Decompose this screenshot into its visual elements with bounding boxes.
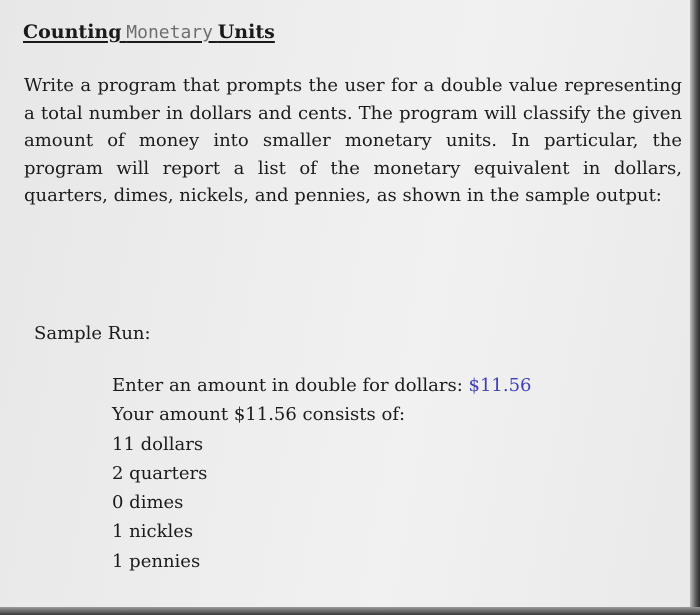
output-line: 0 dimes	[112, 492, 184, 514]
output-line: 11 dollars	[112, 433, 204, 455]
monitor-bezel-bottom	[0, 607, 700, 615]
output-line: 1 nickles	[112, 521, 194, 543]
document-title	[23, 20, 275, 45]
sample-run-heading: Sample Run:	[34, 323, 151, 344]
title-word-units: Units	[217, 21, 275, 43]
monitor-bezel-right	[690, 0, 700, 615]
output-line: 1 pennies	[112, 550, 201, 572]
title-word-counting: Counting	[23, 21, 122, 43]
output-prompt: Enter an amount in double for dollars:	[112, 375, 469, 396]
output-line: Your amount $11.56 consists of:	[112, 404, 406, 426]
sample-output	[112, 371, 532, 576]
output-line: 2 quarters	[112, 462, 208, 484]
output-prompt-line	[112, 371, 532, 400]
title-word-monetary: Monetary	[126, 22, 213, 43]
problem-description: Write a program that prompts the user for a double value representing a total number in dollars and cents. The program will classify the given amount of money into smaller monetary units. In particular, the program will report a list of the monetary equivalent in dollars, quarters, dimes, nickels, and pennies, as shown in the sample output:	[24, 75, 682, 206]
output-user-input: $11.56	[468, 375, 532, 396]
